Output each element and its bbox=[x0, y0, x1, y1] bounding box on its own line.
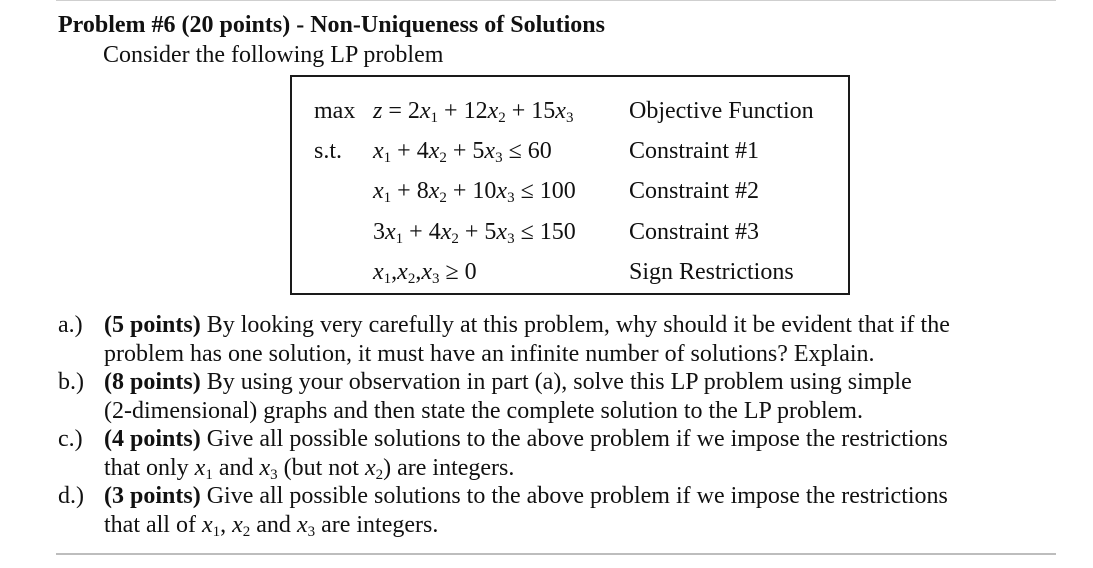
part-b-points: (8 points) bbox=[104, 369, 201, 395]
part-d-points: (3 points) bbox=[104, 483, 201, 509]
part-b-line-1: (8 points) By using your observation in part (a), solve this LP problem using simple bbox=[104, 369, 912, 395]
part-c-line-1: (4 points) Give all possible solutions to the above problem if we impose the restrictions bbox=[104, 426, 948, 452]
constraint-1-expression: $x_1 + 4x_2 + 5x_3 \le 60$ bbox=[373, 138, 552, 166]
part-d bbox=[58, 482, 1068, 539]
part-a-label: a.) bbox=[58, 312, 83, 338]
part-a-line-1: (5 points) By looking very carefully at this problem, why should it be evident that if the bbox=[104, 312, 950, 338]
max-keyword: max bbox=[314, 98, 356, 124]
constraint-2-expression: $x_1 + 8x_2 + 10x_3 \le 100$ bbox=[373, 178, 576, 206]
sign-restriction-label: Sign Restrictions bbox=[629, 259, 794, 285]
question-parts bbox=[58, 311, 1068, 539]
objective-expression: $z = 2x_1 + 12x_2 + 15x_3$ bbox=[373, 98, 574, 126]
part-c-label: c.) bbox=[58, 426, 83, 452]
part-c-points: (4 points) bbox=[104, 426, 201, 452]
part-d-line-1: (3 points) Give all possible solutions to the above problem if we impose the restrictions bbox=[104, 483, 948, 509]
part-b-line-2: (2-dimensional) graphs and then state the complete solution to the LP problem. bbox=[104, 397, 863, 424]
constraint-3-label: Constraint #3 bbox=[629, 219, 759, 245]
constraint-1-label: Constraint #1 bbox=[629, 138, 759, 164]
constraint-3-expression: $3x_1 + 4x_2 + 5x_3 \le 150$ bbox=[373, 219, 576, 247]
top-divider bbox=[56, 0, 1056, 1]
bottom-divider bbox=[56, 553, 1056, 555]
objective-label: Objective Function bbox=[629, 98, 814, 124]
st-keyword: s.t. bbox=[314, 138, 343, 164]
sign-restriction-expression: $x_1,x_2,x_3 \ge 0$ bbox=[373, 259, 477, 287]
lp-formulation-box bbox=[290, 75, 850, 295]
part-d-line-2: that all of $x_1$, $x_2$ and $x_3$ are integers. bbox=[104, 511, 439, 540]
part-b-label: b.) bbox=[58, 369, 84, 395]
problem-title: Problem #6 (20 points) - Non-Uniqueness of Solutions bbox=[58, 12, 605, 38]
part-b bbox=[58, 368, 1068, 425]
part-a bbox=[58, 311, 1068, 368]
part-c bbox=[58, 425, 1068, 482]
part-c-line-2: that only $x_1$ and $x_3$ (but not $x_2$) are integers. bbox=[104, 454, 515, 483]
part-a-points: (5 points) bbox=[104, 312, 201, 338]
constraint-2-label: Constraint #2 bbox=[629, 178, 759, 204]
part-a-line-2: problem has one solution, it must have an infinite number of solutions? Explain. bbox=[104, 340, 875, 367]
part-d-label: d.) bbox=[58, 483, 84, 509]
problem-intro: Consider the following LP problem bbox=[103, 42, 444, 68]
